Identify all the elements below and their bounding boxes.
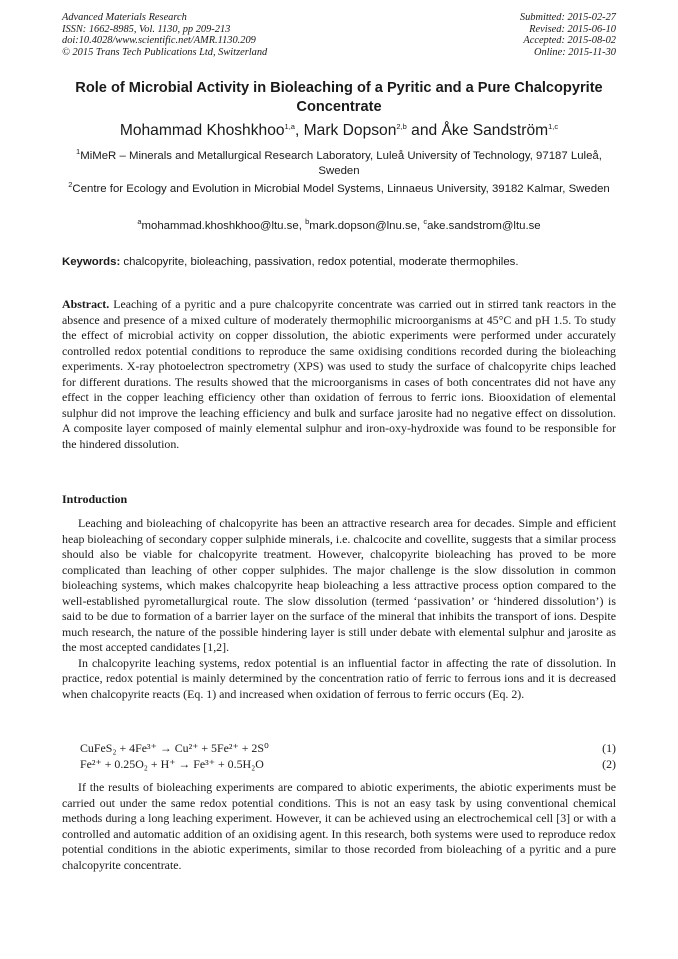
equation-text: CuFeS₂ + 4Fe³⁺ → Cu²⁺ + 5Fe²⁺ + 2S⁰ xyxy=(80,741,269,755)
affiliation-text: MiMeR – Minerals and Metallurgical Research Laboratory, Luleå University of Technology, 97187 Luleå, Sweden xyxy=(80,150,602,177)
keywords-label: Keywords: xyxy=(62,256,121,268)
submitted-date: Submitted: 2015-02-27 xyxy=(519,12,616,23)
copyright-line: © 2015 Trans Tech Publications Ltd, Switzerland xyxy=(62,46,268,58)
affiliation-sup: 1 xyxy=(76,147,81,157)
equation-number: (2) xyxy=(602,757,616,771)
affiliation-sup: 2 xyxy=(68,180,73,190)
keywords xyxy=(62,256,616,268)
header-left xyxy=(62,12,267,58)
email-sup: a xyxy=(137,217,142,227)
paragraph: In chalcopyrite leaching systems, redox potential is an influential factor in affecting the rate of dissolution. In practice, redox potential is mainly determined by the concentration ratio of ferric to ferrous ions and it is decreased when chalcopyrite reacts (Eq. 1) and increased when oxidation of ferrous to ferric occurs (Eq. 2). xyxy=(62,655,616,701)
author-name: Mohammad Khoshkhoo xyxy=(119,122,285,139)
journal-name: Advanced Materials Research xyxy=(62,12,187,23)
email-link[interactable]: mohammad.khoshkhoo@ltu.se xyxy=(141,220,299,232)
email-sep: , xyxy=(298,220,306,232)
affiliation-2 xyxy=(62,182,616,197)
equation-1 xyxy=(80,741,616,756)
email-list xyxy=(40,217,638,232)
equation-text: Fe²⁺ + 0.25O₂ + H⁺ → Fe³⁺ + 0.5H₂O xyxy=(80,757,264,771)
author-sup: 1,a xyxy=(284,121,295,131)
abstract-label: Abstract. xyxy=(62,297,110,311)
email-sup: b xyxy=(305,217,310,227)
email-link[interactable]: mark.dopson@lnu.se xyxy=(309,220,418,232)
affiliation-text: Centre for Ecology and Evolution in Microbial Model Systems, Linnaeus University, 39182 Kalmar, Sweden xyxy=(72,183,610,195)
author-sep: , xyxy=(294,122,304,139)
issn-line: ISSN: 1662-8985, Vol. 1130, pp 209-213 xyxy=(62,23,231,35)
revised-date: Revised: 2015-06-10 xyxy=(529,23,616,35)
final-section xyxy=(62,780,616,873)
paragraph: Leaching and bioleaching of chalcopyrite has been an attractive research area for decades. Simple and efficient heap bioleaching of secondary copper sulphide minerals, i.e. chalcocite and covellite, suggests that a similar process should also be viable for chalcopyrite treatment. However, chalcopyrite bioleaching has proved to be more complicated than leaching of other copper sulphides. The major challenge is the slow dissolution in common bioleaching systems, which makes chalcopyrite heap bioleaching a less attractive process option compared to the well-established pyrometallurgical route. The slow dissolution (termed ‘passivation’ or ‘hindered dissolution’) is said to be due to formation of a barrier layer on the surface of the mineral that inhibits the transport of ions. Despite much research, the nature of the possible hindering layer is still under debate with elemental sulphur and jarosite as the most accepted candidates [1,2]. xyxy=(62,516,616,654)
intro-body xyxy=(62,516,616,702)
email-link[interactable]: ake.sandstrom@ltu.se xyxy=(427,220,541,232)
email-sep: , xyxy=(417,220,424,232)
author-sup: 2,b xyxy=(396,121,407,131)
equation-2 xyxy=(80,757,616,772)
equation-number: (1) xyxy=(602,741,616,755)
author-sup: 1,c xyxy=(548,121,559,131)
author-sep: and xyxy=(406,122,442,139)
header-right xyxy=(520,12,616,58)
accepted-date: Accepted: 2015-08-02 xyxy=(523,35,616,47)
section-heading: Introduction xyxy=(62,492,128,506)
paper-title: Role of Microbial Activity in Bioleaching of a Pyritic and a Pure Chalcopyrite Concentrate xyxy=(75,80,603,115)
author-name: Åke Sandström xyxy=(441,122,549,139)
author-name: Mark Dopson xyxy=(303,122,397,139)
paragraph: If the results of bioleaching experiments are compared to abiotic experiments, the abiotic experiments must be carried out under the same redox potential conditions. This is not an easy task by using conventional chemical methods during a long leaching experiment. However, it can be achieved using an electrochemical cell [3] or with a controlled and automatic addition of an oxidising agent. In this research, both systems were used to reproduce redox potential conditions in the abiotic experiments, similar to those recorded from bioleaching of a pyritic and a pure chalcopyrite concentrate. xyxy=(62,780,616,872)
author-list xyxy=(40,122,638,140)
online-date: Online: 2015-11-30 xyxy=(533,46,616,58)
keywords-text: chalcopyrite, bioleaching, passivation, redox potential, moderate thermophiles. xyxy=(123,256,519,268)
abstract xyxy=(62,297,616,452)
doi-line: doi:10.4028/www.scientific.net/AMR.1130.209 xyxy=(62,35,256,47)
affiliation-1 xyxy=(62,149,616,179)
email-sup: c xyxy=(423,217,428,227)
abstract-text: Leaching of a pyritic and a pure chalcopyrite concentrate was carried out in stirred tank reactors in the absence and presence of a mixed culture of moderately thermophilic microorganisms at 45°C and pH 1.5. To study the effect of microbial activity on copper dissolution, the abiotic experiments were performed under accurately controlled redox potential conditions to reproduce the same oxidising conditions recorded during the bioleaching experiments. X-ray photoelectron spectrometry (XPS) was used to study the surface of chalcopyrite chips leached for different durations. The results showed that the microorganisms in cases of both concentrates did not have any effect in the copper leaching efficiency other than oxidation of ferrous to ferric ions. Biooxidation of elemental sulphur did not improve the leaching efficiency and bulk and surface jarosite had no negative effect on dissolution. A composite layer composed of mainly elemental sulphur and iron-oxy-hydroxide was found to be responsible for the hindered dissolution. xyxy=(62,297,616,451)
